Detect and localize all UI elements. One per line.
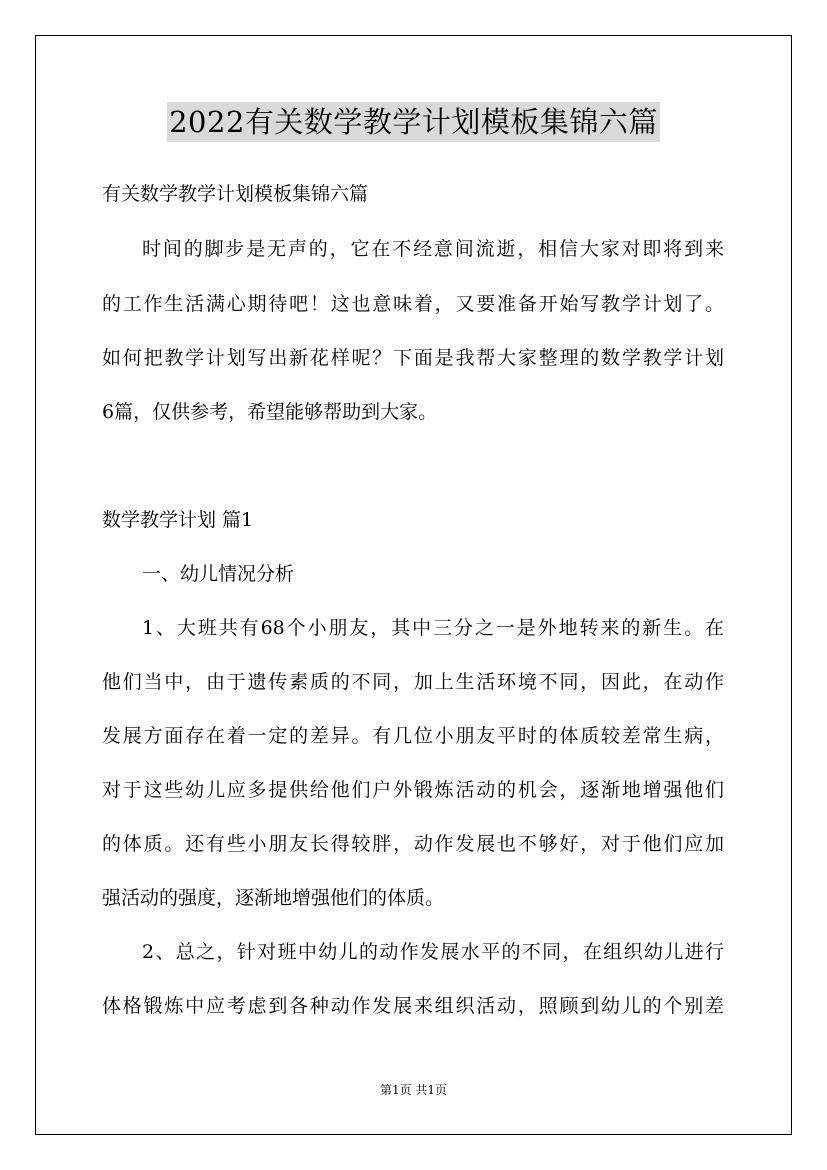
paragraph-line: 强活动的强度，逐渐地增强他们的体质。 [102, 887, 445, 909]
paragraph-line: 体格锻炼中应考虑到各种动作发展来组织活动，照顾到幼儿的个别差 [102, 995, 724, 1017]
intro-line: 的工作生活满心期待吧！这也意味着，又要准备开始写教学计划了。 [102, 293, 724, 315]
paragraph-line: 1、大班共有68个小朋友，其中三分之一是外地转来的新生。在 [142, 617, 724, 639]
page-footer: 第1页 共1页 [379, 1083, 448, 1097]
section-heading: 数学教学计划 篇1 [102, 509, 254, 531]
document-title: 2022有关数学教学计划模板集锦六篇 [167, 102, 660, 142]
title-container [0, 102, 827, 142]
subheading: 一、幼儿情况分析 [142, 563, 295, 585]
intro-line: 时间的脚步是无声的，它在不经意间流逝，相信大家对即将到来 [142, 238, 724, 260]
subtitle: 有关数学教学计划模板集锦六篇 [102, 183, 369, 205]
paragraph-line: 发展方面存在着一定的差异。有几位小朋友平时的体质较差常生病， [102, 725, 724, 747]
paragraph-line: 对于这些幼儿应多提供给他们户外锻炼活动的机会，逐渐地增强他们 [102, 779, 724, 801]
paragraph-line: 的体质。还有些小朋友长得较胖，动作发展也不够好，对于他们应加 [102, 833, 724, 855]
paragraph-line: 2、总之，针对班中幼儿的动作发展水平的不同，在组织幼儿进行 [142, 941, 724, 963]
intro-line: 6篇，仅供参考，希望能够帮助到大家。 [102, 401, 438, 423]
intro-line: 如何把教学计划写出新花样呢？下面是我帮大家整理的数学教学计划 [102, 347, 724, 369]
paragraph-line: 他们当中，由于遗传素质的不同，加上生活环境不同，因此，在动作 [102, 671, 724, 693]
